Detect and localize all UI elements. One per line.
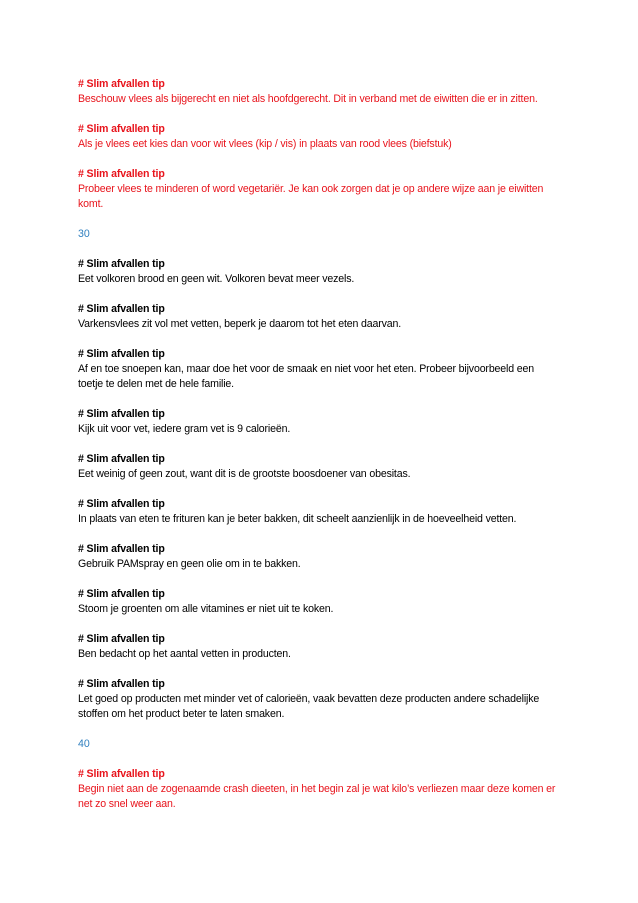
- tip-block: [78, 257, 558, 287]
- tip-text: Varkensvlees zit vol met vetten, beperk je daarom tot het eten daarvan.: [78, 318, 402, 330]
- tip-text: Begin niet aan de zogenaamde crash dieeten, in het begin zal je wat kilo’s verliezen maar deze komen er net zo snel weer aan.: [78, 783, 556, 810]
- section-number: 40: [78, 738, 90, 750]
- tip-text: Als je vlees eet kies dan voor wit vlees (kip / vis) in plaats van rood vlees (biefstuk): [78, 138, 452, 150]
- tip-heading: # Slim afvallen tip: [78, 123, 165, 135]
- tip-block: [78, 542, 558, 572]
- tip-heading: # Slim afvallen tip: [78, 678, 165, 690]
- tip-heading: # Slim afvallen tip: [78, 408, 165, 420]
- tip-heading: # Slim afvallen tip: [78, 768, 165, 780]
- tip-heading: # Slim afvallen tip: [78, 543, 165, 555]
- tip-text: Gebruik PAMspray en geen olie om in te bakken.: [78, 558, 301, 570]
- tip-text: Let goed op producten met minder vet of calorieën, vaak bevatten deze producten andere schadelijke stoffen om het product beter te laten smaken.: [78, 693, 540, 720]
- tip-heading: # Slim afvallen tip: [78, 453, 165, 465]
- tip-block: [78, 347, 558, 392]
- tip-heading: # Slim afvallen tip: [78, 258, 165, 270]
- tip-text: Probeer vlees te minderen of word vegetariër. Je kan ook zorgen dat je op andere wijze aan je eiwitten komt.: [78, 183, 544, 210]
- tip-block: [78, 407, 558, 437]
- tip-text: Beschouw vlees als bijgerecht en niet als hoofdgerecht. Dit in verband met de eiwitten die er in zitten.: [78, 93, 538, 105]
- tip-block: [78, 77, 558, 107]
- tip-block: [78, 587, 558, 617]
- tip-heading: # Slim afvallen tip: [78, 633, 165, 645]
- tip-block: [78, 497, 558, 527]
- tip-block: [78, 632, 558, 662]
- tip-text: Eet volkoren brood en geen wit. Volkoren bevat meer vezels.: [78, 273, 355, 285]
- tip-heading: # Slim afvallen tip: [78, 588, 165, 600]
- tip-block: [78, 677, 558, 722]
- document-page: [78, 77, 558, 827]
- tip-heading: # Slim afvallen tip: [78, 78, 165, 90]
- tip-heading: # Slim afvallen tip: [78, 498, 165, 510]
- section-number: 30: [78, 228, 90, 240]
- tip-text: Af en toe snoepen kan, maar doe het voor de smaak en niet voor het eten. Probeer bijvoorbeeld een toetje te delen met de hele familie.: [78, 363, 535, 390]
- tip-block: [78, 452, 558, 482]
- tip-heading: # Slim afvallen tip: [78, 303, 165, 315]
- tip-block: [78, 767, 558, 812]
- tip-block: [78, 167, 558, 212]
- tip-text: Eet weinig of geen zout, want dit is de grootste boosdoener van obesitas.: [78, 468, 411, 480]
- tip-text: In plaats van eten te frituren kan je beter bakken, dit scheelt aanzienlijk in de hoeveelheid vetten.: [78, 513, 517, 525]
- tip-text: Kijk uit voor vet, iedere gram vet is 9 calorieën.: [78, 423, 291, 435]
- tip-text: Stoom je groenten om alle vitamines er niet uit te koken.: [78, 603, 334, 615]
- tip-block: [78, 302, 558, 332]
- tip-text: Ben bedacht op het aantal vetten in producten.: [78, 648, 291, 660]
- tip-block: [78, 122, 558, 152]
- tip-heading: # Slim afvallen tip: [78, 348, 165, 360]
- tip-heading: # Slim afvallen tip: [78, 168, 165, 180]
